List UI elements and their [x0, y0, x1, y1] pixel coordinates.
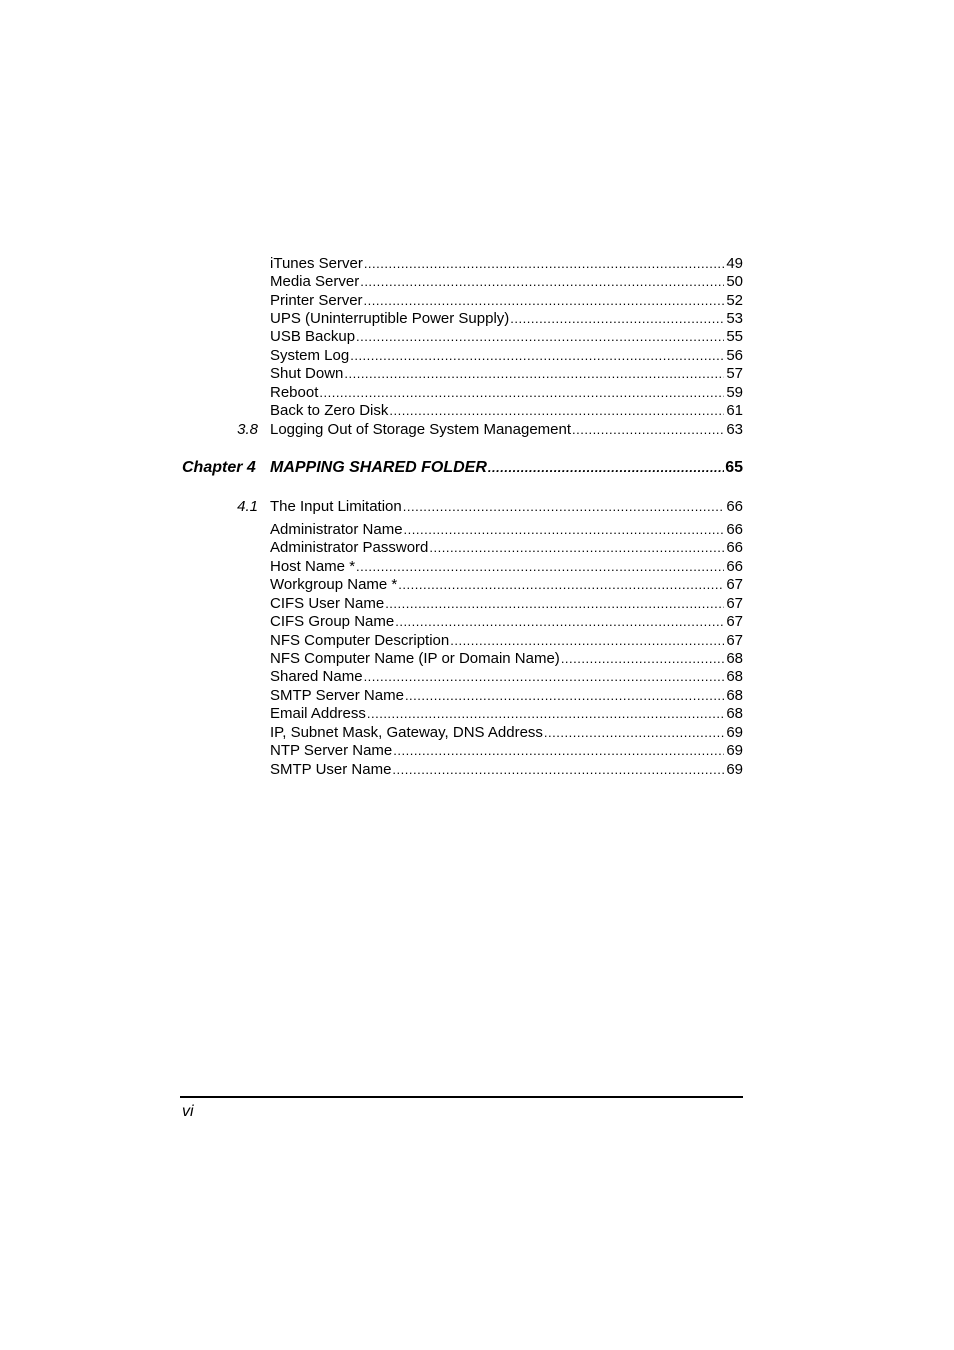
dot-leader [393, 742, 724, 760]
dot-leader [488, 458, 724, 478]
dot-leader [544, 724, 724, 742]
toc-entry-title: Logging Out of Storage System Management [270, 421, 572, 438]
dot-leader [389, 402, 724, 420]
toc-entry[interactable] [270, 347, 743, 365]
toc-entry-title: Host Name * [270, 558, 356, 575]
toc-entry-page: 49 [726, 255, 743, 272]
chapter-title: MAPPING SHARED FOLDER [270, 459, 487, 476]
toc-entry-title: Workgroup Name * [270, 576, 398, 593]
toc-entry-title: Administrator Password [270, 539, 429, 556]
toc-entry-page: 63 [726, 421, 743, 438]
toc-entry-page: 66 [726, 558, 743, 575]
toc-entry-title: USB Backup [270, 328, 356, 345]
chapter-label: Chapter 4 [182, 459, 256, 476]
dot-leader [395, 613, 724, 631]
toc-entry[interactable] [270, 576, 743, 594]
toc-section-entry[interactable] [270, 421, 743, 439]
toc-entry[interactable] [270, 558, 743, 576]
toc-entry-page: 50 [726, 273, 743, 290]
toc-entry-title: The Input Limitation [270, 498, 402, 515]
dot-leader [572, 421, 724, 439]
toc-entry-title: Printer Server [270, 292, 363, 309]
toc-entry-page: 53 [726, 310, 743, 327]
dot-leader [364, 668, 724, 686]
toc-entry-title: Back to Zero Disk [270, 402, 389, 419]
toc-entry-title: System Log [270, 347, 350, 364]
toc-entry[interactable] [270, 650, 743, 668]
toc-entry[interactable] [270, 255, 743, 273]
toc-entry-title: NFS Computer Description [270, 632, 450, 649]
toc-entry-page: 69 [726, 742, 743, 759]
footer-rule [180, 1096, 743, 1098]
toc-entry-title: SMTP User Name [270, 761, 392, 778]
toc-entry[interactable] [270, 310, 743, 328]
toc-entry-page: 52 [726, 292, 743, 309]
dot-leader [450, 632, 724, 650]
toc-entry[interactable] [270, 705, 743, 723]
toc-entry[interactable] [270, 328, 743, 346]
dot-leader [344, 365, 724, 383]
toc-entry[interactable] [270, 668, 743, 686]
dot-leader [398, 576, 724, 594]
toc-entry[interactable] [270, 613, 743, 631]
toc-entry[interactable] [270, 761, 743, 779]
toc-entry[interactable] [270, 402, 743, 420]
dot-leader [356, 328, 724, 346]
toc-entry-page: 68 [726, 668, 743, 685]
dot-leader [364, 292, 724, 310]
toc-entry-title: UPS (Uninterruptible Power Supply) [270, 310, 510, 327]
toc-entry[interactable] [270, 632, 743, 650]
toc-entry-page: 56 [726, 347, 743, 364]
toc-entry[interactable] [270, 273, 743, 291]
toc-entry-page: 66 [726, 539, 743, 556]
toc-entry-page: 66 [726, 498, 743, 515]
section-number: 4.1 [237, 498, 258, 515]
toc-entry[interactable] [270, 724, 743, 742]
toc-entry-title: iTunes Server [270, 255, 363, 272]
toc-entry-page: 68 [726, 650, 743, 667]
toc-entry-title: Shared Name [270, 668, 363, 685]
toc-entry-page: 57 [726, 365, 743, 382]
toc-entry[interactable] [270, 365, 743, 383]
toc-entry-title: Email Address [270, 705, 366, 722]
toc-entry-title: NFS Computer Name (IP or Domain Name) [270, 650, 560, 667]
section-number: 3.8 [237, 421, 258, 438]
toc-entry[interactable] [270, 687, 743, 705]
toc-entry[interactable] [270, 742, 743, 760]
toc-chapter-entry[interactable] [270, 458, 743, 478]
toc-entry-page: 69 [726, 761, 743, 778]
dot-leader [561, 650, 724, 668]
toc-entry-title: Shut Down [270, 365, 344, 382]
toc-entry-page: 55 [726, 328, 743, 345]
toc-entry-page: 67 [726, 576, 743, 593]
toc-entry-page: 68 [726, 687, 743, 704]
toc-entry-title: NTP Server Name [270, 742, 393, 759]
toc-entry-page: 69 [726, 724, 743, 741]
toc-entry-page: 67 [726, 595, 743, 612]
dot-leader [510, 310, 724, 328]
toc-entry-page: 67 [726, 632, 743, 649]
toc-entry-title: Media Server [270, 273, 360, 290]
toc-entry-page: 67 [726, 613, 743, 630]
dot-leader [405, 687, 724, 705]
dot-leader [367, 705, 724, 723]
chapter-page: 65 [725, 459, 743, 476]
toc-entry-title: SMTP Server Name [270, 687, 404, 704]
dot-leader [392, 761, 724, 779]
toc-entry[interactable] [270, 595, 743, 613]
toc-entry[interactable] [270, 384, 743, 402]
toc-entry[interactable] [270, 292, 743, 310]
dot-leader [404, 521, 724, 539]
toc-entry-title: IP, Subnet Mask, Gateway, DNS Address [270, 724, 543, 741]
toc-entry-title: Reboot [270, 384, 319, 401]
footer-page-number: vi [182, 1103, 194, 1120]
toc-entry-page: 59 [726, 384, 743, 401]
dot-leader [385, 595, 724, 613]
toc-entry[interactable] [270, 539, 743, 557]
dot-leader [403, 498, 724, 516]
dot-leader [356, 558, 724, 576]
toc-section-entry[interactable] [270, 498, 743, 516]
toc-entry-title: Administrator Name [270, 521, 403, 538]
dot-leader [429, 539, 724, 557]
toc-entry-title: CIFS Group Name [270, 613, 395, 630]
dot-leader [360, 273, 724, 291]
dot-leader [364, 255, 724, 273]
toc-entry-page: 68 [726, 705, 743, 722]
dot-leader [319, 384, 724, 402]
dot-leader [350, 347, 724, 365]
toc-entry-page: 61 [726, 402, 743, 419]
toc-entry[interactable] [270, 521, 743, 539]
toc-entry-title: CIFS User Name [270, 595, 385, 612]
toc-entry-page: 66 [726, 521, 743, 538]
